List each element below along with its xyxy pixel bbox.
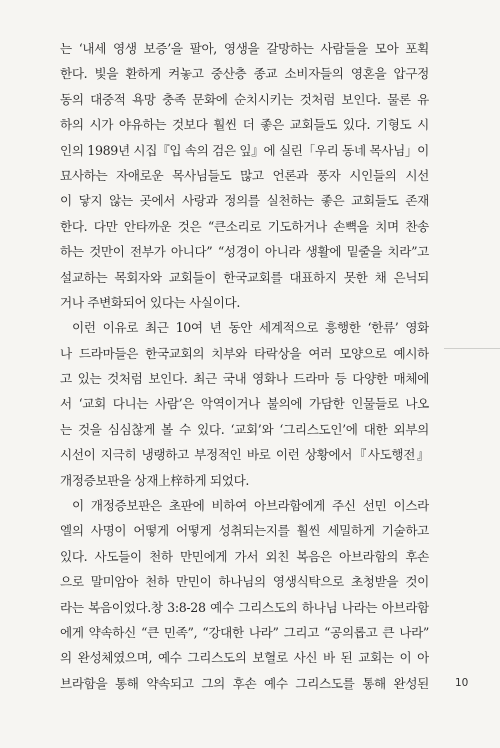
text-line: 묘사하는 자애로운 목사님들도 많고 언론과 풍자 시인들의 시선 [60, 167, 429, 183]
text-line: 라는 복음이었다.창 3:8-28 예수 그리스도의 하나님 나라는 아브라함 [60, 599, 429, 615]
text-line: 는 것을 심심찮게 볼 수 있다. ‘교회’와 ‘그리스도인’에 대한 외부의 [60, 421, 429, 437]
text-line: 엘의 사명이 어떻게 어떻게 성취되는지를 훨씬 세밀하게 기술하고 [60, 523, 429, 539]
text-line: 의 완성체였으며, 예수 그리스도의 보혈로 사신 바 된 교회는 이 아 [60, 650, 429, 666]
text-line: 거나 주변화되어 있다는 사실이다. [60, 294, 241, 310]
body-text [60, 36, 429, 696]
text-line: 이 개정증보판은 초판에 비하여 아브라함에게 주신 선민 이스라 [72, 498, 429, 514]
text-line: 개정증보판을 상재上梓하게 되었다. [60, 472, 250, 488]
text-line: 나 드라마들은 한국교회의 치부와 타락상을 여러 모양으로 예시하 [60, 345, 429, 361]
text-line: 하는 것만이 전부가 아니다” “성경이 아니라 생활에 밑줄을 치라”고 [60, 244, 429, 260]
text-line: 서 ‘교회 다니는 사람’은 악역이거나 불의에 가담한 인물들로 나오 [60, 396, 429, 412]
text-line: 으로 말미암아 천하 만민이 하나님의 영생식탁으로 초청받을 것이 [60, 574, 429, 590]
page-number: 10 [455, 677, 469, 689]
text-line: 고 있는 것처럼 보인다. 최근 국내 영화나 드라마 등 다양한 매체에 [60, 371, 429, 387]
text-line: 한다. 빛을 환하게 켜놓고 중산층 종교 소비자들의 영혼을 압구정 [60, 66, 429, 82]
text-line: 인의 1989년 시집『입 속의 검은 잎』에 실린「우리 동네 목사님」이 [60, 142, 429, 158]
text-line: 한다. 다만 안타까운 것은 “큰소리로 기도하거나 손뼉을 치며 찬송 [60, 218, 429, 234]
text-line: 설교하는 목회자와 교회들이 한국교회를 대표하지 못한 채 은닉되 [60, 269, 429, 285]
text-line: 에게 약속하신 “큰 민족”, “강대한 나라” 그리고 “공의롭고 큰 나라” [60, 624, 429, 640]
text-line: 동의 대중적 욕망 충족 문화에 순치시키는 것처럼 보인다. 물론 유 [60, 91, 429, 107]
text-line: 브라함을 통해 약속되고 그의 후손 예수 그리스도를 통해 완성된 [60, 675, 429, 691]
text-line: 하의 시가 야유하는 것보다 훨씬 더 좋은 교회들도 있다. 기형도 시 [60, 117, 429, 133]
text-line: 는 ‘내세 영생 보증’을 팔아, 영생을 갈망하는 사람들을 모아 포획 [60, 41, 429, 56]
paragraph [60, 36, 429, 315]
text-line: 이 닿지 않는 곳에서 사랑과 정의를 실천하는 좋은 교회들도 존재 [60, 193, 429, 209]
paragraph [60, 493, 429, 696]
margin-rule [444, 348, 500, 349]
text-line: 있다. 사도들이 천하 만민에게 가서 외친 복음은 아브라함의 후손 [60, 548, 429, 564]
paragraph [60, 315, 429, 493]
text-line: 이런 이유로 최근 10여 년 동안 세계적으로 흥행한 ‘한류’ 영화 [72, 320, 429, 336]
text-line: 시선이 지극히 냉랭하고 부정적인 바로 이런 상황에서『사도행전』 [60, 447, 429, 463]
